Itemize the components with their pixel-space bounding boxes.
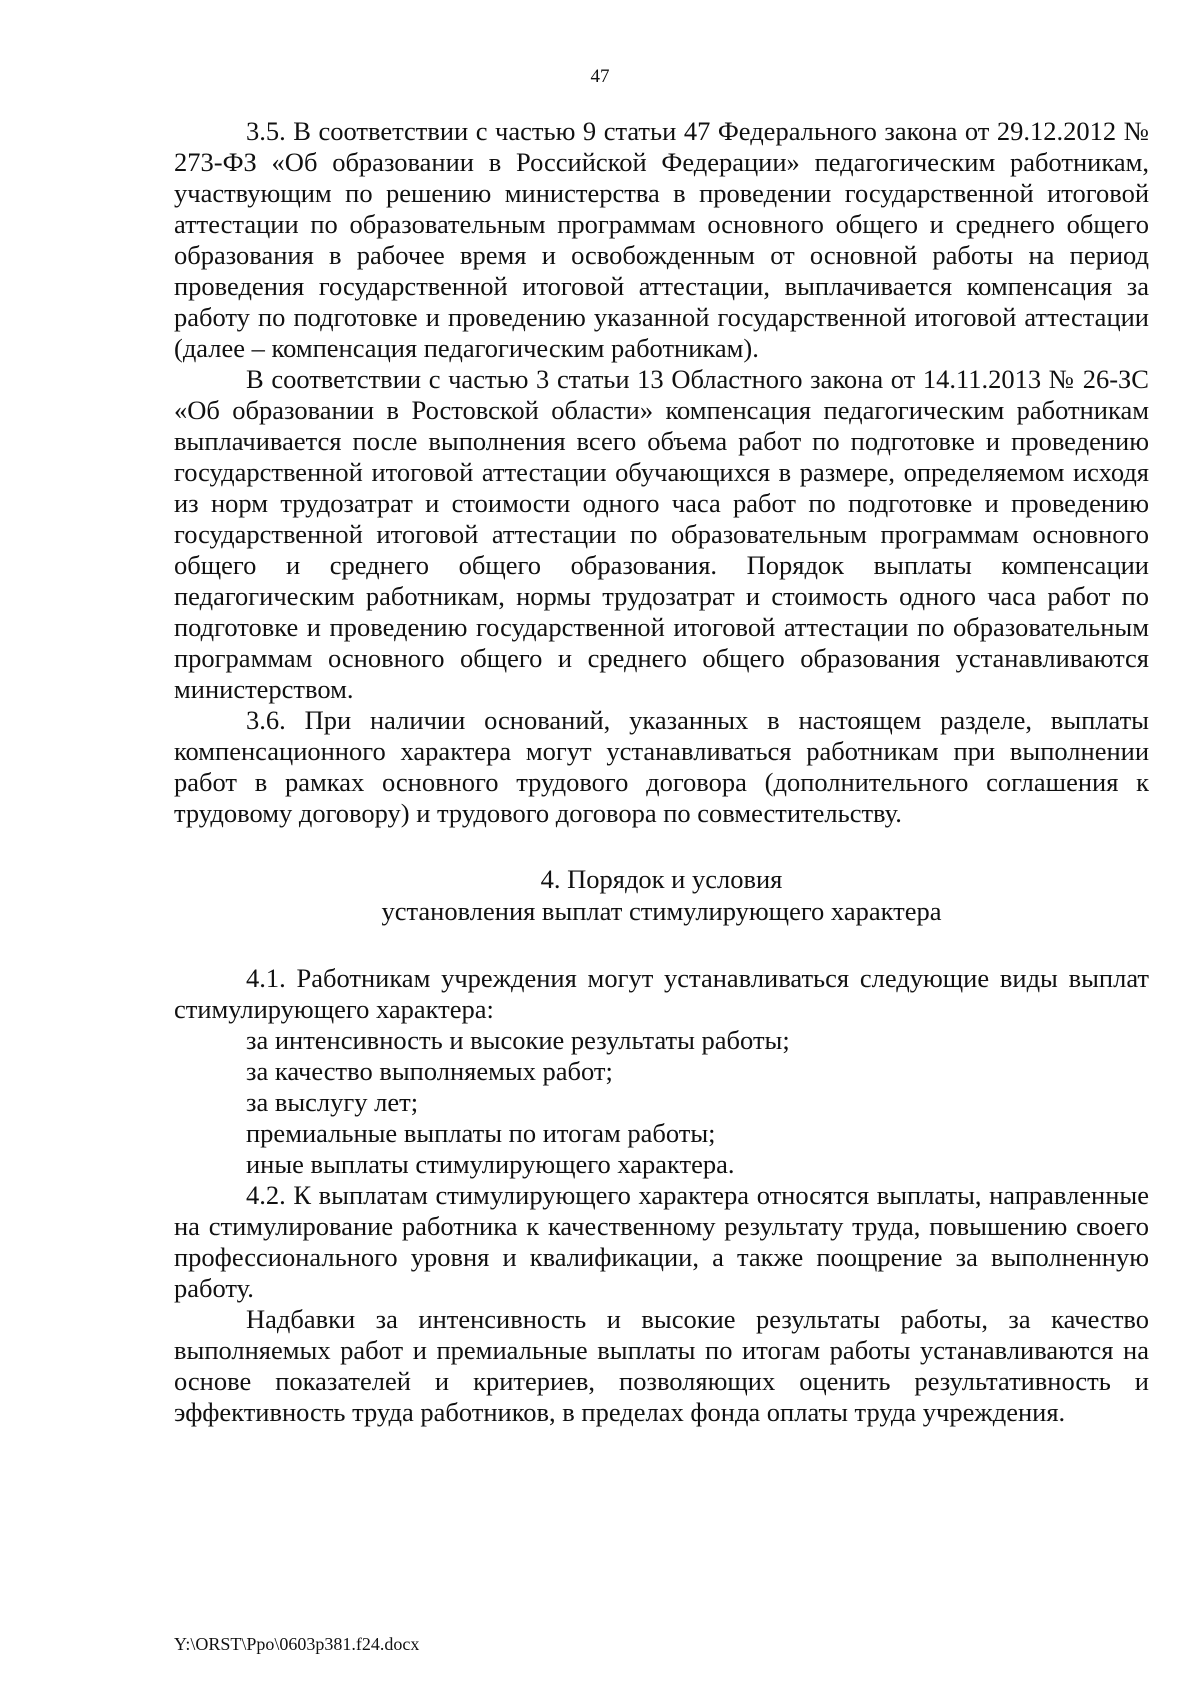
section-4-heading-line2: установления выплат стимулирующего характера [381,896,942,926]
list-item: премиальные выплаты по итогам работы; [246,1118,716,1148]
section-4-heading-line1: 4. Порядок и условия [540,864,783,894]
list-item: иные выплаты стимулирующего характера. [246,1149,735,1179]
list-item: за интенсивность и высокие результаты работы; [246,1025,790,1055]
paragraph-4-1: 4.1. Работникам учреждения могут устанавливаться следующие виды выплат стимулирующего характера: [174,963,1149,1024]
document-body [174,116,1149,1428]
page-number: 47 [590,66,610,87]
paragraph-bonuses: Надбавки за интенсивность и высокие результаты работы, за качество выполняемых работ и премиальные выплаты по итогам работы устанавливаются на основе показателей и критериев, позволяющих оценить результативность и эффективность труда работников, в пределах фонда оплаты труда учреждения. [174,1304,1149,1427]
list-item: за качество выполняемых работ; [246,1056,613,1086]
section-4-heading [174,863,1149,927]
paragraph-4-2: 4.2. К выплатам стимулирующего характера относятся выплаты, направленные на стимулирование работника к качественному результату труда, повышению своего профессионального уровня и квалификации, а также поощрение за выполненную работу. [174,1180,1149,1303]
paragraph-compensation: В соответствии с частью 3 статьи 13 Областного закона от 14.11.2013 № 26-ЗС «Об образовании в Ростовской области» компенсация педагогическим работникам выплачивается после выполнения всего объема работ по подготовке и проведению государственной итоговой аттестации обучающихся в размере, определяемом исходя из норм трудозатрат и стоимости одного часа работ по подготовке и проведению государственной итоговой аттестации по образовательным программам основного общего и среднего общего образования. Порядок выплаты компенсации педагогическим работникам, нормы трудозатрат и стоимость одного часа работ по подготовке и проведению государственной итоговой аттестации по образовательным программам основного общего и среднего общего образования устанавливаются министерством. [174,364,1149,704]
footer-file-path: Y:\ORST\Ppo\0603p381.f24.docx [174,1634,420,1654]
list-item: за выслугу лет; [246,1087,419,1117]
paragraph-3-5: 3.5. В соответствии с частью 9 статьи 47 Федерального закона от 29.12.2012 № 273-ФЗ «Об образовании в Российской Федерации» педагогическим работникам, участвующим по решению министерства в проведении государственной итоговой аттестации по образовательным программам основного общего и среднего общего образования в рабочее время и освобожденным от основной работы на период проведения государственной итоговой аттестации, выплачивается компенсация за работу по подготовке и проведению указанной государственной итоговой аттестации (далее – компенсация педагогическим работникам). [174,116,1149,363]
paragraph-3-6: 3.6. При наличии оснований, указанных в настоящем разделе, выплаты компенсационного характера могут устанавливаться работникам при выполнении работ в рамках основного трудового договора (дополнительного соглашения к трудовому договору) и трудового договора по совместительству. [174,705,1149,828]
